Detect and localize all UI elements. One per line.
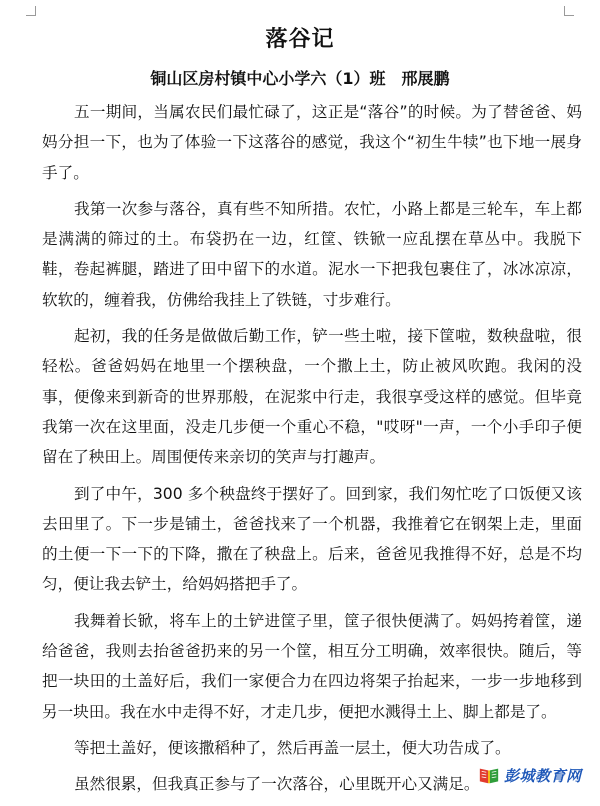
site-watermark bbox=[478, 762, 582, 788]
paragraph: 等把土盖好，便该撒稻种了，然后再盖一层土，便大功告成了。 bbox=[74, 738, 511, 757]
page-corner-mark-right bbox=[564, 6, 574, 16]
paragraph: 五一期间，当属农民们最忙碌了，这正是“落谷”的时候。为了替爸爸、妈妈分担一下，也为了体验一下这落谷的感觉，我这个“初生牛犊”也下地一展身手了。 bbox=[42, 103, 582, 182]
paragraph: 到了中午，300 多个秧盘终于摆好了。回到家，我们匆忙吃了口饭便又该去田里了。下一步是铺土，爸爸找来了一个机器，我推着它在钢架上走，里面的土便一下一下的下降，撒在了秧盘上。后来，爸爸见我推得不好，总是不均匀，便让我去铲土，给妈妈搭把手了。 bbox=[42, 484, 582, 594]
watermark-text: 彭城教育网 bbox=[504, 766, 582, 785]
paragraph: 我舞着长锨，将车上的土铲进筐子里，筐子很快便满了。妈妈挎着筐，递给爸爸，我则去抬爸爸扔来的另一个筐，相互分工明确，效率很快。随后，等把一块田的土盖好后，我们一家便合力在四边将架子抬起来，一步一步地移到另一块田。我在水中走得不好，才走几步，便把水溅得土上、脚上都是了。 bbox=[42, 611, 582, 721]
paragraph: 起初，我的任务是做做后勤工作，铲一些土啦，接下筐啦，数秧盘啦，很轻松。爸爸妈妈在地里一个摆秧盘，一个撒上土，防止被风吹跑。我闲的没事，便像来到新奇的世界那般，在泥浆中行走，我很享受这样的感觉。但毕竟我第一次在这里面，没走几步便一个重心不稳，"哎呀"一声，一个小手印子便留在了秧田上。周围便传来亲切的笑声与打趣声。 bbox=[42, 327, 582, 467]
paragraph: 虽然很累，但我真正参与了一次落谷，心里既开心又满足。 bbox=[74, 775, 480, 794]
page-title: 落谷记 bbox=[265, 27, 335, 52]
author-byline: 铜山区房村镇中心小学六（1）班 邢展鹏 bbox=[150, 69, 450, 88]
page-corner-mark-left bbox=[26, 6, 36, 16]
book-icon bbox=[478, 764, 500, 786]
essay-body bbox=[42, 97, 582, 806]
paragraph: 我第一次参与落谷，真有些不知所措。农忙，小路上都是三轮车，车上都是满满的筛过的土。布袋扔在一边，红筐、铁锨一应乱摆在草丛中。我脱下鞋，卷起裤腿，踏进了田中留下的水道。泥水一下把我包裹住了，冰冰凉凉，软软的，缠着我，仿佛给我挂上了铁链，寸步难行。 bbox=[42, 199, 582, 309]
